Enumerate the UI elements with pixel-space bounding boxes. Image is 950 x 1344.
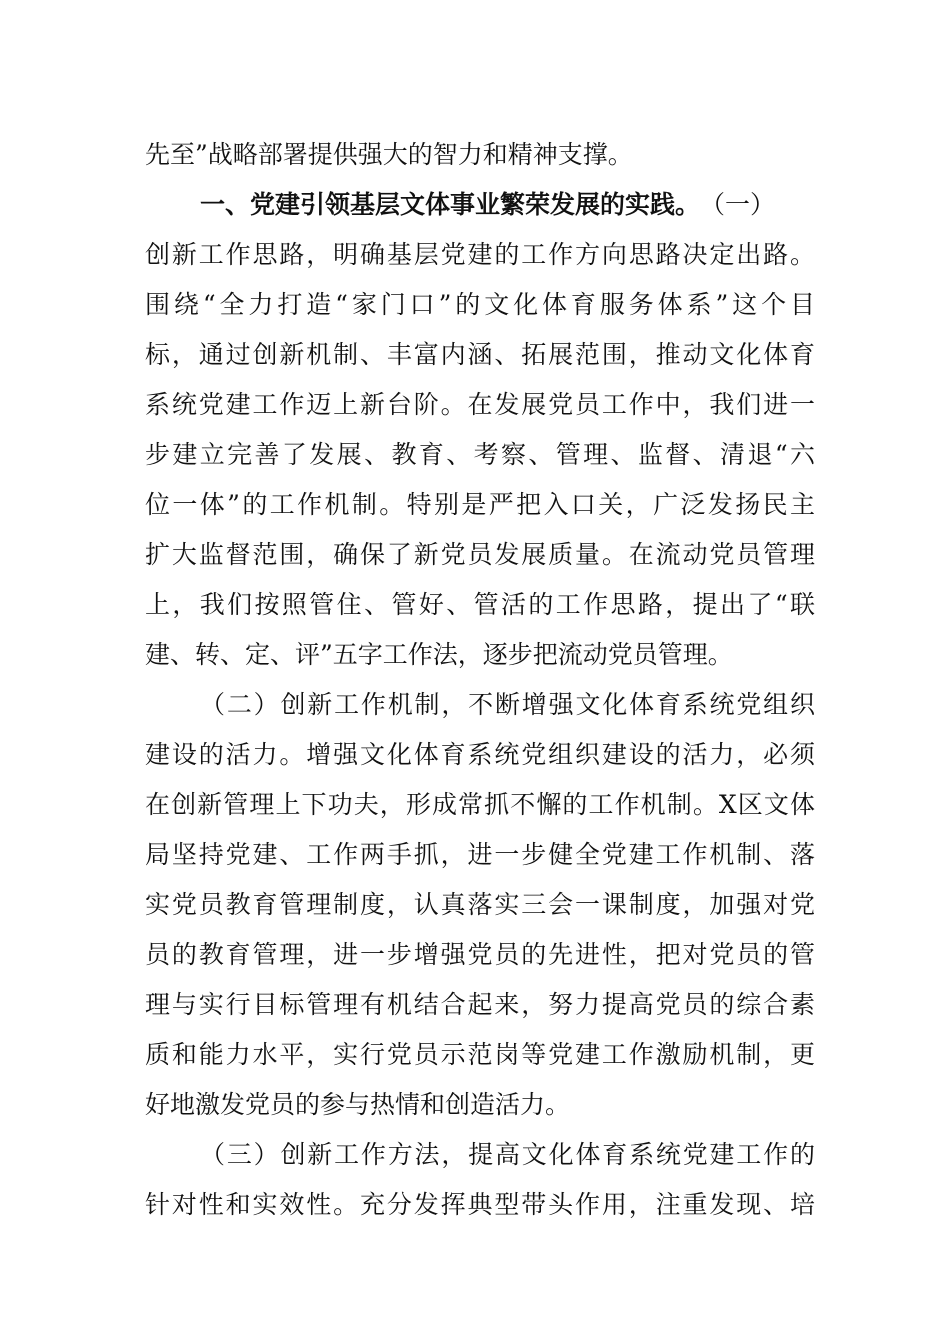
paragraph-line: 创新工作思路，明确基层党建的工作方向思路决定出路。: [145, 240, 815, 269]
paragraph-line: 理与实行目标管理有机结合起来，努力提高党员的综合素: [145, 990, 815, 1019]
section-heading-text: 一、党建引领基层文体事业繁荣发展的实践。: [200, 190, 701, 219]
paragraph-line: 员的教育管理，进一步增强党员的先进性，把对党员的管: [145, 940, 815, 969]
paragraph-line: 针对性和实效性。充分发挥典型带头作用，注重发现、培: [145, 1190, 815, 1219]
paragraph-line: 标，通过创新机制、丰富内涵、拓展范围，推动文化体育: [145, 340, 815, 369]
paragraph-line: 围绕“全力打造“家门口”的文化体育服务体系”这个目: [145, 290, 815, 319]
paragraph-line: 扩大监督范围，确保了新党员发展质量。在流动党员管理: [145, 540, 815, 569]
section-heading: [200, 185, 701, 221]
paragraph-line: 局坚持党建、工作两手抓，进一步健全党建工作机制、落: [145, 840, 815, 869]
paragraph-line: 在创新管理上下功夫，形成常抓不懈的工作机制。X区文体: [145, 790, 815, 819]
paragraph-line: 建设的活力。增强文化体育系统党组织建设的活力，必须: [145, 740, 815, 769]
paragraph-line: （三）创新工作方法，提高文化体育系统党建工作的: [200, 1140, 815, 1169]
paragraph-line: 质和能力水平，实行党员示范岗等党建工作激励机制，更: [145, 1040, 815, 1069]
paragraph-line: 好地激发党员的参与热情和创造活力。: [145, 1090, 571, 1119]
paragraph-line: 步建立完善了发展、教育、考察、管理、监督、清退“六: [145, 440, 815, 469]
paragraph-line: 系统党建工作迈上新台阶。在发展党员工作中，我们进一: [145, 390, 815, 419]
subsection-number: （一）: [700, 190, 776, 219]
paragraph-line: 先至”战略部署提供强大的智力和精神支撑。: [145, 140, 633, 169]
paragraph-line: 实党员教育管理制度，认真落实三会一课制度，加强对党: [145, 890, 815, 919]
paragraph-line: 上，我们按照管住、管好、管活的工作思路，提出了“联: [145, 590, 815, 619]
paragraph-line: 位一体”的工作机制。特别是严把入口关，广泛发扬民主: [145, 490, 815, 519]
paragraph-line: 建、转、定、评”五字工作法，逐步把流动党员管理。: [145, 640, 733, 669]
paragraph-line: （二）创新工作机制，不断增强文化体育系统党组织: [200, 690, 815, 719]
